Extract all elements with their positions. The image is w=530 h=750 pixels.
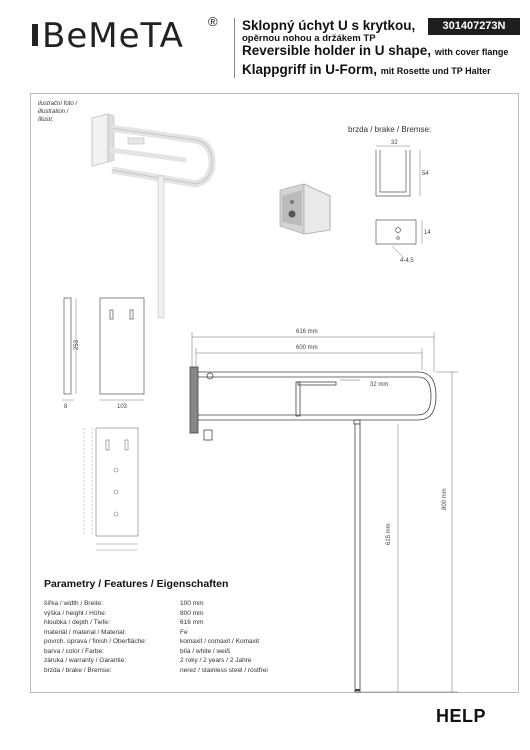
specs-title: Parametry / Features / Eigenschaften <box>44 578 229 590</box>
spec-row <box>44 638 414 647</box>
spec-key: výška / height / Höhe: <box>44 609 107 617</box>
spec-row <box>44 629 414 638</box>
brake-label: brzda / brake / Bremse: <box>348 125 432 134</box>
spec-key: materiál / material / Material: <box>44 628 126 636</box>
spec-key: hloubka / depth / Tiefe: <box>44 619 110 626</box>
title-en-small: with cover flange <box>434 47 509 57</box>
brake-photo <box>280 184 330 234</box>
flange-dim-253: 253 <box>74 339 80 350</box>
dim-615: 615 mm <box>386 523 392 545</box>
spec-row <box>44 667 414 676</box>
title-cz: Sklopný úchyt U s krytkou, <box>242 18 416 33</box>
product-code: 301407273N <box>428 18 520 35</box>
brake-dim-32: 32 <box>391 140 398 146</box>
spec-key: šířka / width / Breite: <box>44 600 103 607</box>
spec-value: 800 mm <box>180 609 204 617</box>
dim-32: 32 mm <box>370 382 389 388</box>
spec-value: bílá / white / weiß <box>180 647 231 655</box>
spec-value: 100 mm <box>180 600 204 607</box>
spec-value: Fe <box>180 628 188 636</box>
brake-dim-54: 54 <box>422 171 429 177</box>
brake-drawing-side <box>376 146 420 196</box>
flange-dim-8: 8 <box>64 404 68 410</box>
brake-dim-hole: 4-4,5 <box>400 258 414 264</box>
spec-value: 616 mm <box>180 619 204 626</box>
brand-logo: BeMeTA <box>42 16 184 56</box>
help-brand: HELP <box>436 706 487 726</box>
product-photo <box>92 114 212 318</box>
flange-dim-103: 103 <box>117 404 128 410</box>
spec-key: barva / color / Farbe: <box>44 647 104 655</box>
title-de-small: mit Rosette und TP Halter <box>380 66 491 76</box>
illustration-note-line: Illustr. <box>38 117 54 123</box>
brake-drawing-front <box>376 220 422 258</box>
spec-value: komaxit / comaxit / Komaxit <box>180 638 260 645</box>
illustration-note-line: illustration / <box>38 109 69 115</box>
subtitle-cz: opěrnou nohou a držákem TP <box>242 33 376 44</box>
registered-mark: ® <box>208 14 218 29</box>
spec-key: záruka / warranty / Garantie: <box>44 657 127 664</box>
spec-row <box>44 648 414 657</box>
spec-row <box>44 657 414 666</box>
dim-600: 600 mm <box>296 345 318 351</box>
spec-value: 2 roky / 2 years / 2 Jahre <box>180 657 252 664</box>
illustration-note-line: ilustrační foto / <box>38 101 78 107</box>
dim-616: 616 mm <box>296 329 318 335</box>
brake-dim-14: 14 <box>424 230 431 236</box>
mounting-plate-view <box>84 428 138 550</box>
dim-800: 800 mm <box>442 488 448 510</box>
title-de-main: Klappgriff in U-Form, <box>242 62 377 77</box>
spec-value: nerez / stainless steel / rostfrei <box>180 666 268 674</box>
spec-row <box>44 610 414 619</box>
title-en-main: Reversible holder in U shape, <box>242 43 432 58</box>
flange-front-view <box>100 298 144 400</box>
spec-key: povrch. úprava / finish / Oberfläche: <box>44 638 147 645</box>
spec-key: brzda / brake / Bremse: <box>44 666 112 674</box>
spec-row <box>44 619 414 628</box>
spec-row <box>44 600 414 609</box>
